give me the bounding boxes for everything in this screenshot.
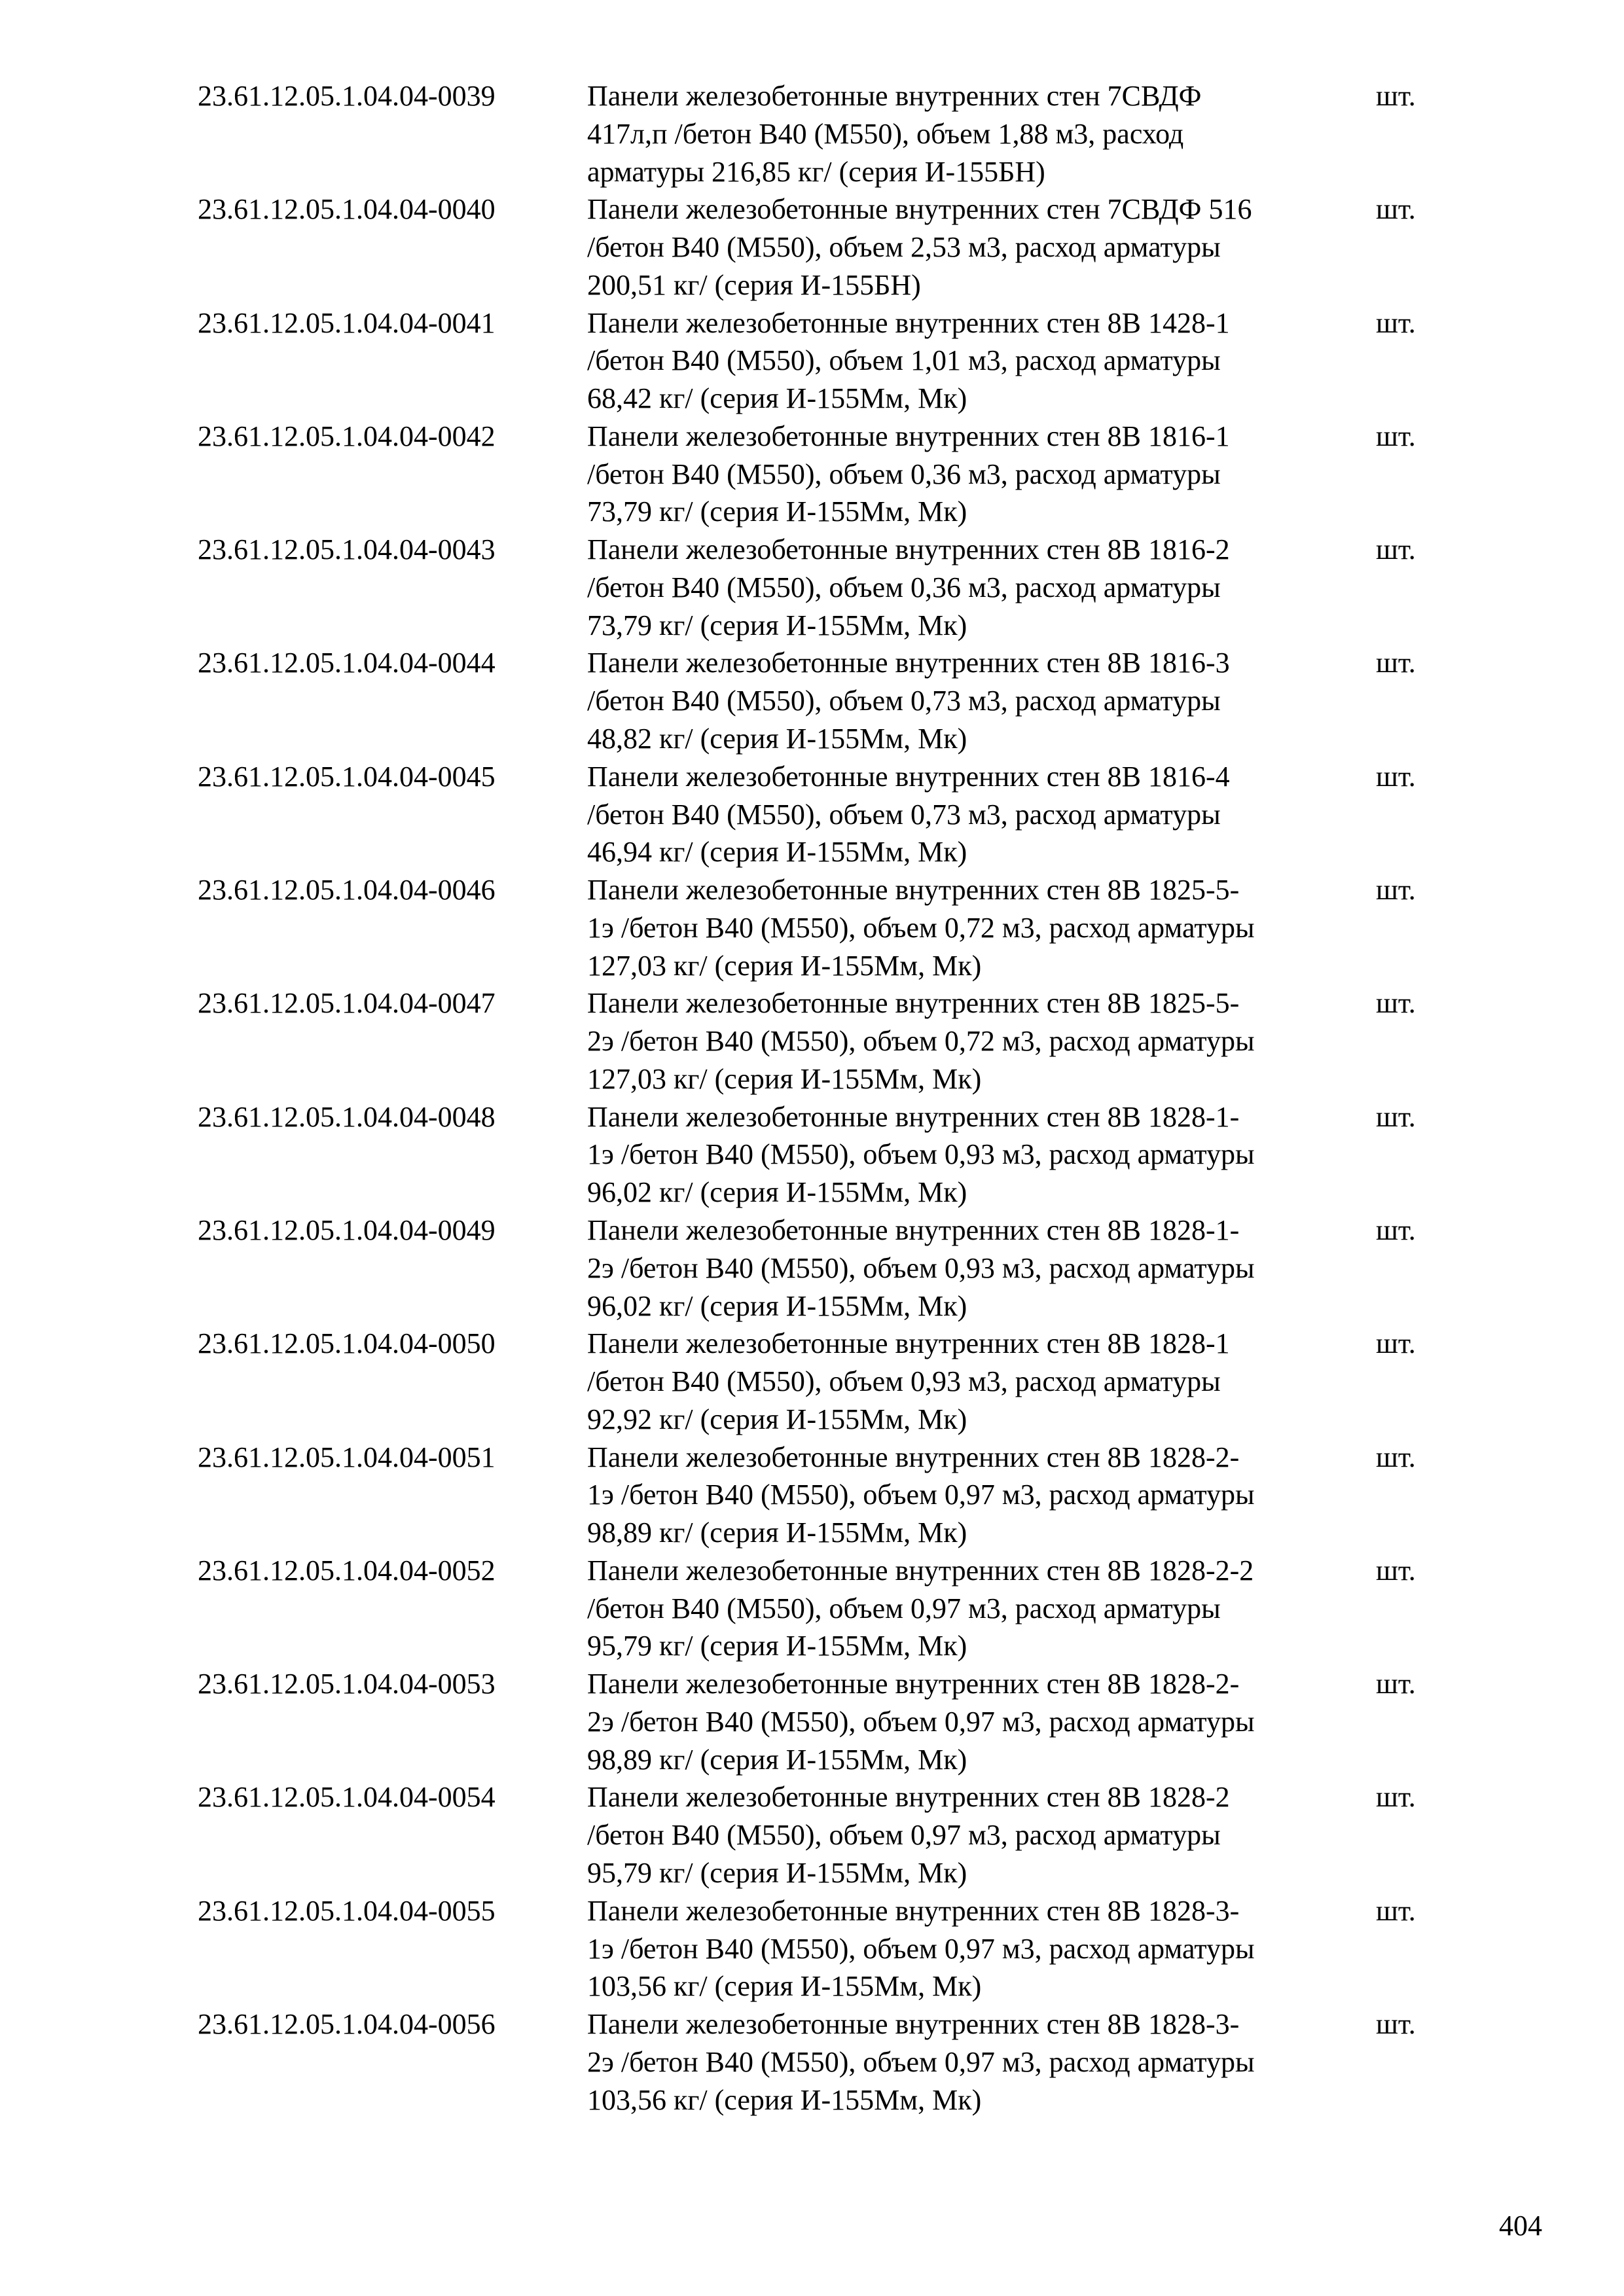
description-line: 73,79 кг/ (серия И-155Мм, Мк) (587, 495, 967, 528)
resource-description (587, 418, 1369, 531)
description-line: /бетон В40 (М550), объем 1,01 м3, расход арматуры (587, 344, 1221, 377)
description-line: арматуры 216,85 кг/ (серия И-155БН) (587, 155, 1045, 188)
unit-of-measure: шт. (1376, 2008, 1416, 2041)
resource-description (587, 190, 1369, 304)
resource-description (587, 871, 1369, 984)
list-item (198, 871, 1428, 984)
unit-of-measure: шт. (1376, 306, 1416, 339)
description-line: Панели железобетонные внутренних стен 8В 1825-5- (587, 987, 1240, 1020)
description-line: Панели железобетонные внутренних стен 8В 1828-3- (587, 2008, 1240, 2041)
description-line: 2э /бетон В40 (М550), объем 0,93 м3, расход арматуры (587, 1251, 1255, 1284)
description-line: 127,03 кг/ (серия И-155Мм, Мк) (587, 1062, 982, 1095)
description-line: Панели железобетонные внутренних стен 8В 1828-1- (587, 1213, 1240, 1246)
description-line: /бетон В40 (М550), объем 0,73 м3, расход арматуры (587, 798, 1221, 831)
description-line: /бетон В40 (М550), объем 0,36 м3, расход арматуры (587, 571, 1221, 603)
resource-code: 23.61.12.05.1.04.04-0039 (198, 80, 496, 112)
list-item (198, 1211, 1428, 1325)
unit-of-measure: шт. (1376, 1327, 1416, 1360)
resource-description (587, 644, 1369, 757)
list-item (198, 190, 1428, 304)
description-line: /бетон В40 (М550), объем 0,73 м3, расход арматуры (587, 685, 1221, 717)
resource-description (587, 1665, 1369, 1778)
description-line: 95,79 кг/ (серия И-155Мм, Мк) (587, 1857, 967, 1890)
description-line: 103,56 кг/ (серия И-155Мм, Мк) (587, 1970, 982, 2003)
description-line: 1э /бетон В40 (М550), объем 0,97 м3, расход арматуры (587, 1932, 1255, 1965)
resource-description (587, 304, 1369, 418)
description-line: Панели железобетонные внутренних стен 8В 1828-2-2 (587, 1554, 1254, 1587)
description-line: 2э /бетон В40 (М550), объем 0,97 м3, расход арматуры (587, 1705, 1255, 1738)
description-line: Панели железобетонные внутренних стен 8В 1428-1 (587, 306, 1230, 339)
description-line: 200,51 кг/ (серия И-155БН) (587, 268, 921, 301)
description-line: 92,92 кг/ (серия И-155Мм, Мк) (587, 1403, 967, 1435)
description-line: Панели железобетонные внутренних стен 8В 1828-1- (587, 1100, 1240, 1133)
list-item (198, 1325, 1428, 1438)
page-number: 404 (1499, 2210, 1542, 2242)
list-item (198, 1892, 1428, 2005)
description-line: 48,82 кг/ (серия И-155Мм, Мк) (587, 723, 967, 755)
list-item (198, 984, 1428, 1098)
description-line: 68,42 кг/ (серия И-155Мм, Мк) (587, 382, 967, 415)
description-line: Панели железобетонные внутренних стен 8В 1828-3- (587, 1894, 1240, 1927)
resource-description (587, 1325, 1369, 1438)
resource-description (587, 1892, 1369, 2005)
description-line: 98,89 кг/ (серия И-155Мм, Мк) (587, 1743, 967, 1776)
description-line: Панели железобетонные внутренних стен 8В 1828-1 (587, 1327, 1230, 1360)
resource-code: 23.61.12.05.1.04.04-0048 (198, 1100, 496, 1133)
description-line: 46,94 кг/ (серия И-155Мм, Мк) (587, 836, 967, 869)
description-line: 1э /бетон В40 (М550), объем 0,93 м3, расход арматуры (587, 1138, 1255, 1171)
unit-of-measure: шт. (1376, 193, 1416, 226)
list-item (198, 1778, 1428, 1892)
description-line: 1э /бетон В40 (М550), объем 0,72 м3, расход арматуры (587, 911, 1255, 944)
resource-code: 23.61.12.05.1.04.04-0045 (198, 760, 496, 793)
resource-code: 23.61.12.05.1.04.04-0052 (198, 1554, 496, 1587)
list-item (198, 2005, 1428, 2119)
list-item (198, 418, 1428, 531)
list-item (198, 1665, 1428, 1778)
description-line: Панели железобетонные внутренних стен 8В 1816-2 (587, 533, 1230, 566)
resource-description (587, 1552, 1369, 1665)
description-line: /бетон В40 (М550), объем 0,97 м3, расход арматуры (587, 1592, 1221, 1624)
resource-description (587, 1098, 1369, 1211)
description-line: 2э /бетон В40 (М550), объем 0,72 м3, расход арматуры (587, 1025, 1255, 1058)
description-line: 103,56 кг/ (серия И-155Мм, Мк) (587, 2083, 982, 2116)
resource-description (587, 1439, 1369, 1552)
description-line: Панели железобетонные внутренних стен 8В 1816-4 (587, 760, 1230, 793)
description-line: Панели железобетонные внутренних стен 8В 1828-2- (587, 1441, 1240, 1473)
description-line: Панели железобетонные внутренних стен 7СВДФ (587, 80, 1202, 112)
resource-code: 23.61.12.05.1.04.04-0050 (198, 1327, 496, 1360)
resource-code: 23.61.12.05.1.04.04-0049 (198, 1213, 496, 1246)
resource-code: 23.61.12.05.1.04.04-0056 (198, 2008, 496, 2041)
description-line: Панели железобетонные внутренних стен 8В 1816-3 (587, 647, 1230, 679)
description-line: /бетон В40 (М550), объем 0,93 м3, расход арматуры (587, 1365, 1221, 1398)
list-item (198, 1439, 1428, 1552)
resource-description (587, 2005, 1369, 2119)
resource-description (587, 758, 1369, 871)
unit-of-measure: шт. (1376, 1668, 1416, 1700)
unit-of-measure: шт. (1376, 987, 1416, 1020)
description-line: Панели железобетонные внутренних стен 8В 1816-1 (587, 420, 1230, 452)
unit-of-measure: шт. (1376, 874, 1416, 906)
resource-description (587, 1211, 1369, 1325)
unit-of-measure: шт. (1376, 760, 1416, 793)
unit-of-measure: шт. (1376, 1781, 1416, 1814)
resource-code: 23.61.12.05.1.04.04-0044 (198, 647, 496, 679)
list-item (198, 644, 1428, 757)
resource-code: 23.61.12.05.1.04.04-0055 (198, 1894, 496, 1927)
resource-code: 23.61.12.05.1.04.04-0043 (198, 533, 496, 566)
list-item (198, 1552, 1428, 1665)
unit-of-measure: шт. (1376, 1554, 1416, 1587)
resource-list (198, 77, 1428, 2119)
list-item (198, 758, 1428, 871)
description-line: 127,03 кг/ (серия И-155Мм, Мк) (587, 949, 982, 982)
list-item (198, 531, 1428, 644)
unit-of-measure: шт. (1376, 647, 1416, 679)
resource-code: 23.61.12.05.1.04.04-0042 (198, 420, 496, 452)
unit-of-measure: шт. (1376, 1100, 1416, 1133)
resource-code: 23.61.12.05.1.04.04-0053 (198, 1668, 496, 1700)
unit-of-measure: шт. (1376, 80, 1416, 112)
unit-of-measure: шт. (1376, 1894, 1416, 1927)
description-line: 73,79 кг/ (серия И-155Мм, Мк) (587, 609, 967, 641)
description-line: Панели железобетонные внутренних стен 8В 1828-2 (587, 1781, 1230, 1814)
description-line: Панели железобетонные внутренних стен 8В 1828-2- (587, 1668, 1240, 1700)
description-line: 96,02 кг/ (серия И-155Мм, Мк) (587, 1176, 967, 1209)
description-line: /бетон В40 (М550), объем 2,53 м3, расход арматуры (587, 231, 1221, 264)
description-line: /бетон В40 (М550), объем 0,36 м3, расход арматуры (587, 457, 1221, 490)
description-line: /бетон В40 (М550), объем 0,97 м3, расход арматуры (587, 1819, 1221, 1852)
resource-description (587, 77, 1369, 190)
description-line: 98,89 кг/ (серия И-155Мм, Мк) (587, 1516, 967, 1549)
list-item (198, 304, 1428, 418)
unit-of-measure: шт. (1376, 533, 1416, 566)
resource-code: 23.61.12.05.1.04.04-0051 (198, 1441, 496, 1473)
unit-of-measure: шт. (1376, 1213, 1416, 1246)
description-line: Панели железобетонные внутренних стен 7СВДФ 516 (587, 193, 1252, 226)
description-line: Панели железобетонные внутренних стен 8В 1825-5- (587, 874, 1240, 906)
list-item (198, 1098, 1428, 1211)
resource-code: 23.61.12.05.1.04.04-0040 (198, 193, 496, 226)
resource-description (587, 1778, 1369, 1892)
resource-description (587, 984, 1369, 1098)
resource-code: 23.61.12.05.1.04.04-0047 (198, 987, 496, 1020)
resource-code: 23.61.12.05.1.04.04-0054 (198, 1781, 496, 1814)
description-line: 2э /бетон В40 (М550), объем 0,97 м3, расход арматуры (587, 2045, 1255, 2078)
resource-code: 23.61.12.05.1.04.04-0041 (198, 306, 496, 339)
list-item (198, 77, 1428, 190)
description-line: 417л,п /бетон В40 (М550), объем 1,88 м3, расход (587, 117, 1184, 150)
unit-of-measure: шт. (1376, 1441, 1416, 1473)
description-line: 96,02 кг/ (серия И-155Мм, Мк) (587, 1289, 967, 1322)
description-line: 95,79 кг/ (серия И-155Мм, Мк) (587, 1630, 967, 1662)
resource-code: 23.61.12.05.1.04.04-0046 (198, 874, 496, 906)
resource-description (587, 531, 1369, 644)
unit-of-measure: шт. (1376, 420, 1416, 452)
description-line: 1э /бетон В40 (М550), объем 0,97 м3, расход арматуры (587, 1479, 1255, 1511)
